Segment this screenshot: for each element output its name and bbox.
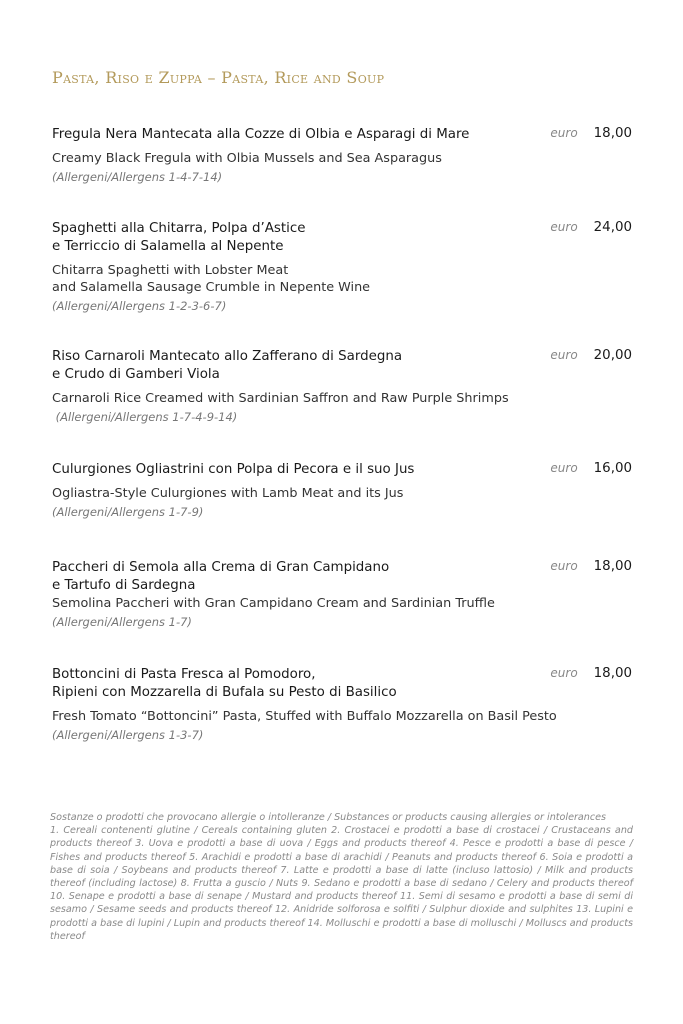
dish-name [52,666,632,702]
dish-name [52,220,632,256]
dish-name-line: e Crudo di Gamberi Viola [52,367,220,382]
dish-name-line: Ripieni con Mozzarella di Bufala su Pesto di Basilico [52,685,397,700]
dish-description-line: Semolina Paccheri with Gran Campidano Cream and Sardinian Truffle [52,596,495,611]
price [550,348,632,363]
dish-allergens: (Allergeni/Allergens 1-3-7) [52,728,204,742]
dish-name [52,348,632,384]
price [550,461,632,476]
price-value: 18,00 [593,559,632,574]
dish-description [52,485,632,502]
dish-description-line: Ogliastra-Style Culurgiones with Lamb Meat and its Jus [52,486,404,501]
dish-description [52,262,632,296]
currency-label: euro [550,666,578,680]
dish-name-line: Riso Carnaroli Mantecato allo Zafferano di Sardegna [52,349,403,364]
dish-description [52,150,632,167]
dish-allergens: (Allergeni/Allergens 1-7) [52,615,192,629]
dish-description-line: Carnaroli Rice Creamed with Sardinian Saffron and Raw Purple Shrimps [52,391,509,406]
menu-item [52,666,632,744]
dish-description [52,390,632,407]
menu-item [52,559,632,631]
allergen-legend-body: 1. Cereali contenenti glutine / Cereals containing gluten 2. Crostacei e prodotti a base di crostacei / Crustaceans and products thereof 3. Uova e prodotti a base di uova / Eggs and products thereof 4. Pesce e prodotti a base di pesce / Fishes and products thereof 5. Arachidi e prodotti a base di arachidi / Peanuts and products thereof 6. Soia e prodotti a base di soia / Soybeans and products thereof 7. Latte e prodotti a base di latte (incluso lattosio) / Milk and products thereof (including lactose) 8. Frutta a guscio / Nuts 9. Sedano e prodotti a base di sedano / Celery and products thereof 10. Senape e prodotti a base di senape / Mustard and products thereof 11. Semi di sesamo e prodotti a base di semi di sesamo / Sesame seeds and products thereof 12. Anidride solforosa e solfiti / Sulphur dioxide and sulphites 13. Lupini e prodotti a base di lupini / Lupin and products thereof 14. Molluschi e prodotti a base di molluschi / Molluscs and products thereof [50,825,633,942]
price-value: 18,00 [593,666,632,681]
price-value: 18,00 [593,126,632,141]
price-value: 20,00 [593,348,632,363]
dish-name-line: Culurgiones Ogliastrini con Polpa di Pecora e il suo Jus [52,462,415,477]
price-value: 24,00 [593,220,632,235]
dish-name-line: Bottoncini di Pasta Fresca al Pomodoro, [52,667,316,682]
currency-label: euro [550,126,578,140]
currency-label: euro [550,559,578,573]
dish-name-line: e Terriccio di Salamella al Nepente [52,239,284,254]
dish-description-line: and Salamella Sausage Crumble in Nepente Wine [52,280,371,295]
dish-allergens: (Allergeni/Allergens 1-4-7-14) [52,170,223,184]
currency-label: euro [550,220,578,234]
price [550,559,632,574]
dish-name-line: Spaghetti alla Chitarra, Polpa d’Astice [52,221,306,236]
dish-description-line: Creamy Black Fregula with Olbia Mussels and Sea Asparagus [52,151,442,166]
menu-item [52,461,632,521]
price [550,220,632,235]
dish-description-line: Fresh Tomato “Bottoncini” Pasta, Stuffed with Buffalo Mozzarella on Basil Pesto [52,709,557,724]
dish-name [52,461,632,479]
dish-allergens: (Allergeni/Allergens 1-2-3-6-7) [52,299,227,313]
allergen-legend [50,811,633,943]
price [550,666,632,681]
dish-name [52,126,632,144]
price [550,126,632,141]
currency-label: euro [550,461,578,475]
menu-item [52,126,632,186]
dish-allergens: (Allergeni/Allergens 1-7-4-9-14) [52,410,238,424]
dish-name-line: Fregula Nera Mantecata alla Cozze di Olbia e Asparagi di Mare [52,127,470,142]
currency-label: euro [550,348,578,362]
menu-item [52,348,632,426]
dish-description [52,595,632,612]
dish-description-line: Chitarra Spaghetti with Lobster Meat [52,263,289,278]
dish-allergens: (Allergeni/Allergens 1-7-9) [52,505,204,519]
dish-name-line: e Tartufo di Sardegna [52,578,196,593]
dish-description [52,708,632,725]
menu-item [52,220,632,315]
dish-name-line: Paccheri di Semola alla Crema di Gran Campidano [52,560,390,575]
section-title: Pasta, Riso e Zuppa – Pasta, Rice and Soup [52,68,385,87]
dish-name [52,559,632,595]
price-value: 16,00 [593,461,632,476]
allergen-legend-heading: Sostanze o prodotti che provocano allergie o intolleranze / Substances or products causing allergies or intolerances [50,812,607,823]
